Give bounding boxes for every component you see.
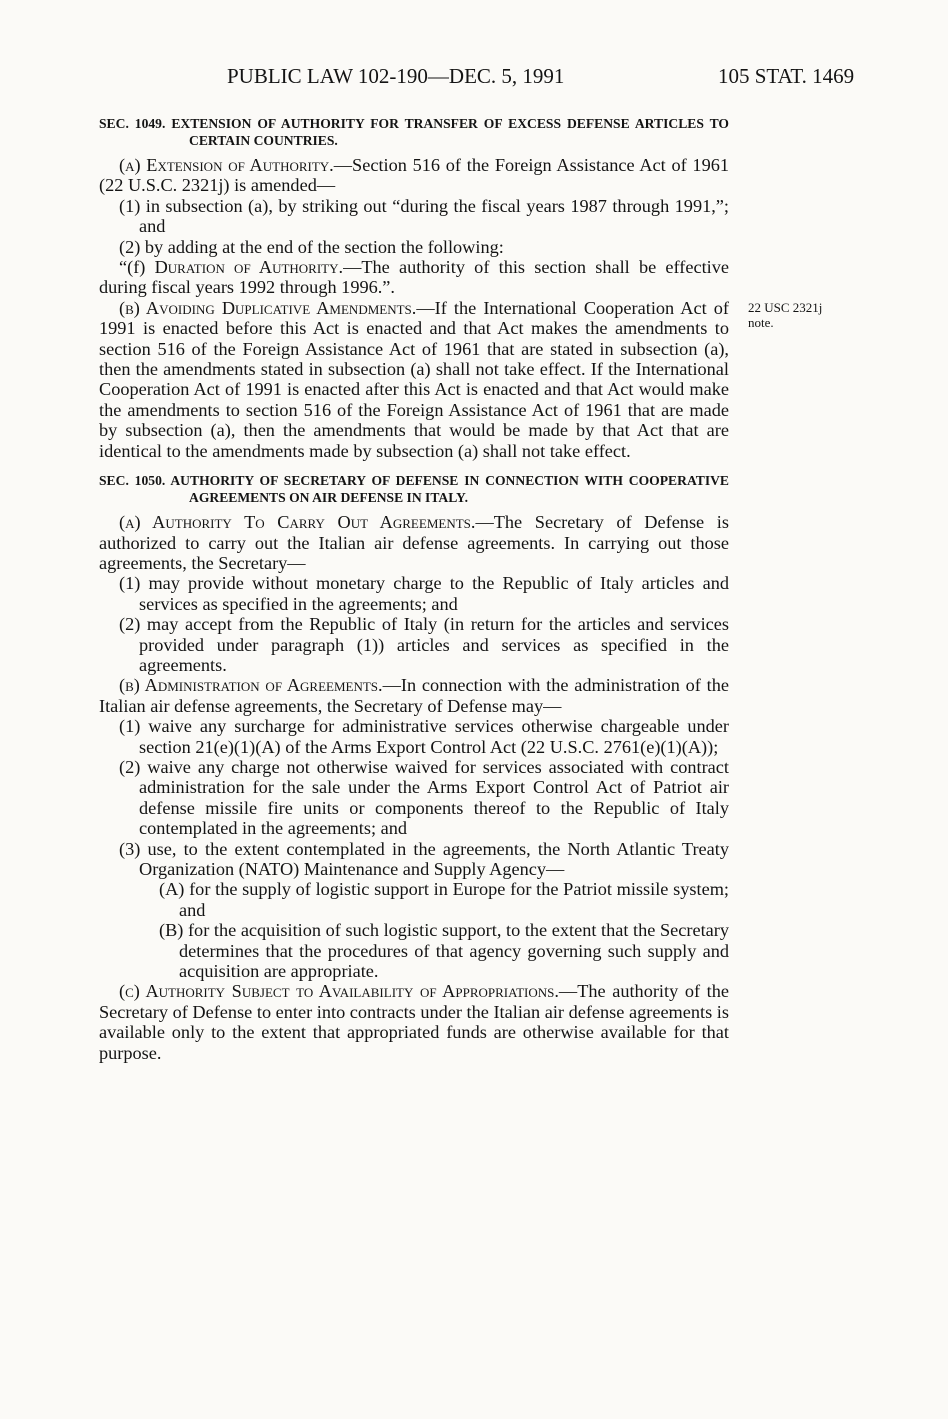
section-1050-a-paragraph-1: (1) may provide without monetary charge to the Republic of Italy articles and services as specified in the agreements; and	[119, 573, 729, 614]
document-body	[99, 116, 729, 1063]
subsection-text: —The Secretary of Defense is authorized to carry out the Italian air defense agreements. In carrying out those agreements, the Secretary—	[99, 512, 729, 573]
section-1050-subsection-b	[99, 675, 729, 716]
subsection-text: —In connection with the administration of the Italian air defense agreements, the Secretary of Defense may—	[99, 675, 729, 716]
section-1050-b3-subparagraph-B: (B) for the acquisition of such logistic support, to the extent that the Secretary determines that the procedures of that agency governing such supply and acquisition are appropriate.	[159, 920, 729, 982]
section-1049-subsection-b	[99, 298, 729, 461]
subsection-heading: Duration of Authority.	[154, 257, 344, 278]
section-1049-inserted-subsection-f	[99, 257, 729, 298]
margin-note	[748, 300, 858, 330]
subsection-text: —Section 516 of the Foreign Assistance Act of 1961 (22 U.S.C. 2321j) is amended—	[99, 155, 729, 196]
subsection-text: —The authority of this section shall be effective during fiscal years 1992 through 1996.”.	[99, 257, 729, 298]
subsection-heading: (a) Authority To Carry Out Agreements.	[119, 512, 476, 533]
page-number: 105 STAT. 1469	[718, 64, 855, 88]
running-header-title: PUBLIC LAW 102-190—DEC. 5, 1991	[227, 64, 565, 88]
subsection-heading: (c) Authority Subject to Availability of Appropriations.	[119, 981, 559, 1002]
subsection-heading: (b) Avoiding Duplicative Amendments.	[119, 297, 417, 318]
section-1050-b3-subparagraph-A: (A) for the supply of logistic support in Europe for the Patriot missile system; and	[159, 879, 729, 920]
subsection-text: —If the International Cooperation Act of 1991 is enacted before this Act is enacted and that Act makes the amendments to section 516 of the Foreign Assistance Act of 1961 that are stated in subsection (a), then the amendments stated in subsection (a) shall not take effect. If the International Cooperation Act of 1991 is enacted after this Act is enacted and that Act would make the amendments to section 516 of the Foreign Assistance Act of 1961 that are made by subsection (a), then the amendments that would be made by that Act that are identical to the amendments made by subsection (a) shall not take effect.	[99, 297, 729, 461]
subsection-heading: (a) Extension of Authority.	[119, 155, 334, 175]
section-1049-heading: SEC. 1049. EXTENSION OF AUTHORITY FOR TRANSFER OF EXCESS DEFENSE ARTICLES TO CERTAIN COUNTRIES.	[99, 116, 729, 148]
section-1050-subsection-c	[99, 981, 729, 1063]
quote-open: “(f)	[119, 257, 155, 278]
section-1049-paragraph-2: (2) by adding at the end of the section the following:	[119, 236, 504, 257]
subsection-heading: (b) Administration of Agreements.	[119, 675, 383, 696]
section-1050-a-paragraph-2: (2) may accept from the Republic of Italy (in return for the articles and services provided under paragraph (1)) articles and services as specified in the agreements.	[119, 614, 729, 675]
section-1050-b-paragraph-2: (2) waive any charge not otherwise waived for services associated with contract administration for the sale under the Arms Export Control Act of Patriot air defense missile fire units or components thereof to the Republic of Italy contemplated in the agreements; and	[119, 756, 729, 839]
section-1050-b-paragraph-1: (1) waive any surcharge for administrative services otherwise chargeable under section 21(e)(1)(A) of the Arms Export Control Act (22 U.S.C. 2761(e)(1)(A));	[119, 716, 729, 757]
section-1050-b-paragraph-3: (3) use, to the extent contemplated in the agreements, the North Atlantic Treaty Organization (NATO) Maintenance and Supply Agency—	[119, 838, 729, 879]
section-1049-paragraph-1: (1) in subsection (a), by striking out “during the fiscal years 1987 through 1991,”; and	[119, 195, 729, 237]
margin-note-suffix: note.	[748, 315, 774, 330]
section-1050-subsection-a	[99, 512, 729, 573]
section-1049-subsection-a	[99, 155, 729, 196]
section-1050-heading: SEC. 1050. AUTHORITY OF SECRETARY OF DEFENSE IN CONNECTION WITH COOPERATIVE AGREEMENTS ON AIR DEFENSE IN ITALY.	[99, 473, 729, 505]
margin-note-citation: 22 USC 2321j	[748, 300, 823, 315]
subsection-text: —The authority of the Secretary of Defense to enter into contracts under the Italian air defense agreements is available only to the extent that appropriated funds are otherwise available for that purpose.	[99, 981, 729, 1063]
